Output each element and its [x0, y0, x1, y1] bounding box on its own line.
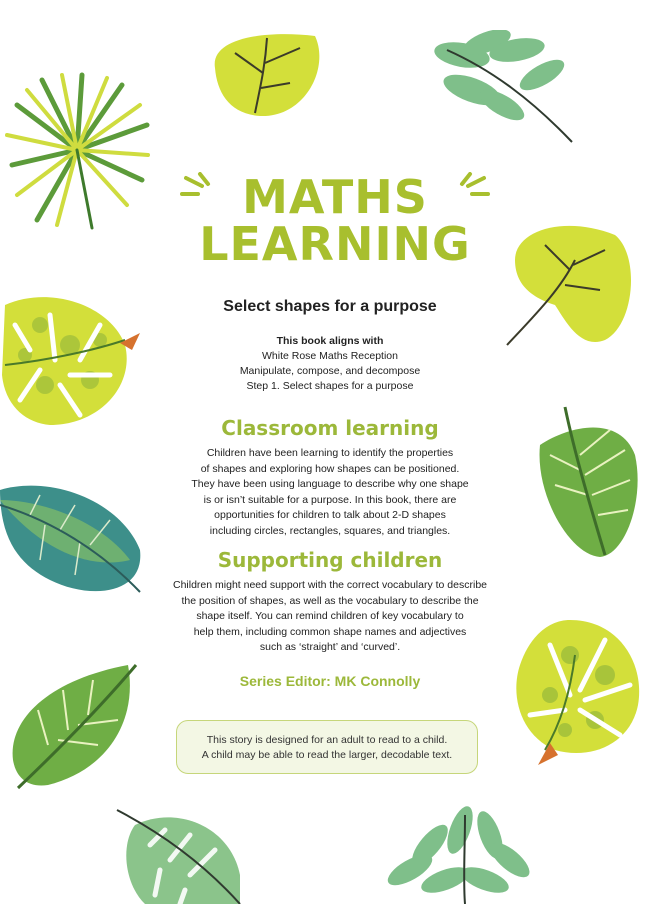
book-subtitle: Select shapes for a purpose	[223, 298, 437, 315]
paragraph-line: Children have been learning to identify the properties	[206, 447, 454, 459]
paragraph-line: the position of shapes, as well as the vocabulary to describe the	[181, 594, 479, 607]
page-title	[190, 172, 480, 272]
alignment-line: Manipulate, compose, and decompose	[239, 365, 421, 377]
supporting-paragraph	[140, 578, 520, 656]
alignment-line: White Rose Maths Reception	[262, 350, 398, 362]
fern-leaf-icon	[432, 30, 582, 145]
classroom-paragraph	[150, 446, 510, 539]
title-line-learning: LEARNING	[199, 217, 471, 271]
paragraph-line: They have been using language to describe why one shape	[191, 478, 469, 490]
lime-leaf-icon	[205, 28, 330, 123]
teal-leaf-icon	[0, 480, 145, 600]
fern-leaf-icon	[385, 800, 535, 904]
monstera-leaf-icon	[510, 615, 645, 765]
note-line: A child may be able to read the larger, decodable text.	[201, 749, 453, 761]
paragraph-line: help them, including common shape names and adjectives	[193, 625, 467, 638]
series-editor: Series Editor: MK Connolly	[239, 673, 421, 689]
paragraph-line: shape itself. You can remind children of key vocabulary to	[196, 610, 464, 622]
classroom-heading: Classroom learning	[221, 416, 439, 440]
alignment-heading: This book aligns with	[276, 335, 384, 347]
paragraph-line: including circles, rectangles, squares, and triangles.	[209, 524, 451, 537]
title-line-maths: MATHS	[242, 170, 428, 224]
paragraph-line: of shapes and exploring how shapes can be positioned.	[200, 462, 460, 475]
alignment-line: Step 1. Select shapes for a purpose	[246, 380, 414, 392]
alignment-block	[0, 334, 660, 394]
paragraph-line: Children might need support with the correct vocabulary to describe	[173, 579, 487, 591]
paragraph-line: such as ‘straight’ and ‘curved’.	[259, 641, 401, 653]
palm-leaf-icon	[2, 70, 152, 230]
paragraph-line: is or isn’t suitable for a purpose. In this book, there are	[203, 493, 457, 506]
lime-leaf-icon	[505, 215, 640, 350]
note-line: This story is designed for an adult to read to a child.	[206, 734, 448, 746]
reading-note-box	[176, 720, 478, 774]
supporting-heading: Supporting children	[217, 548, 443, 572]
paragraph-line: opportunities for children to talk about 2-D shapes	[214, 509, 446, 521]
striped-leaf-icon	[115, 805, 245, 904]
